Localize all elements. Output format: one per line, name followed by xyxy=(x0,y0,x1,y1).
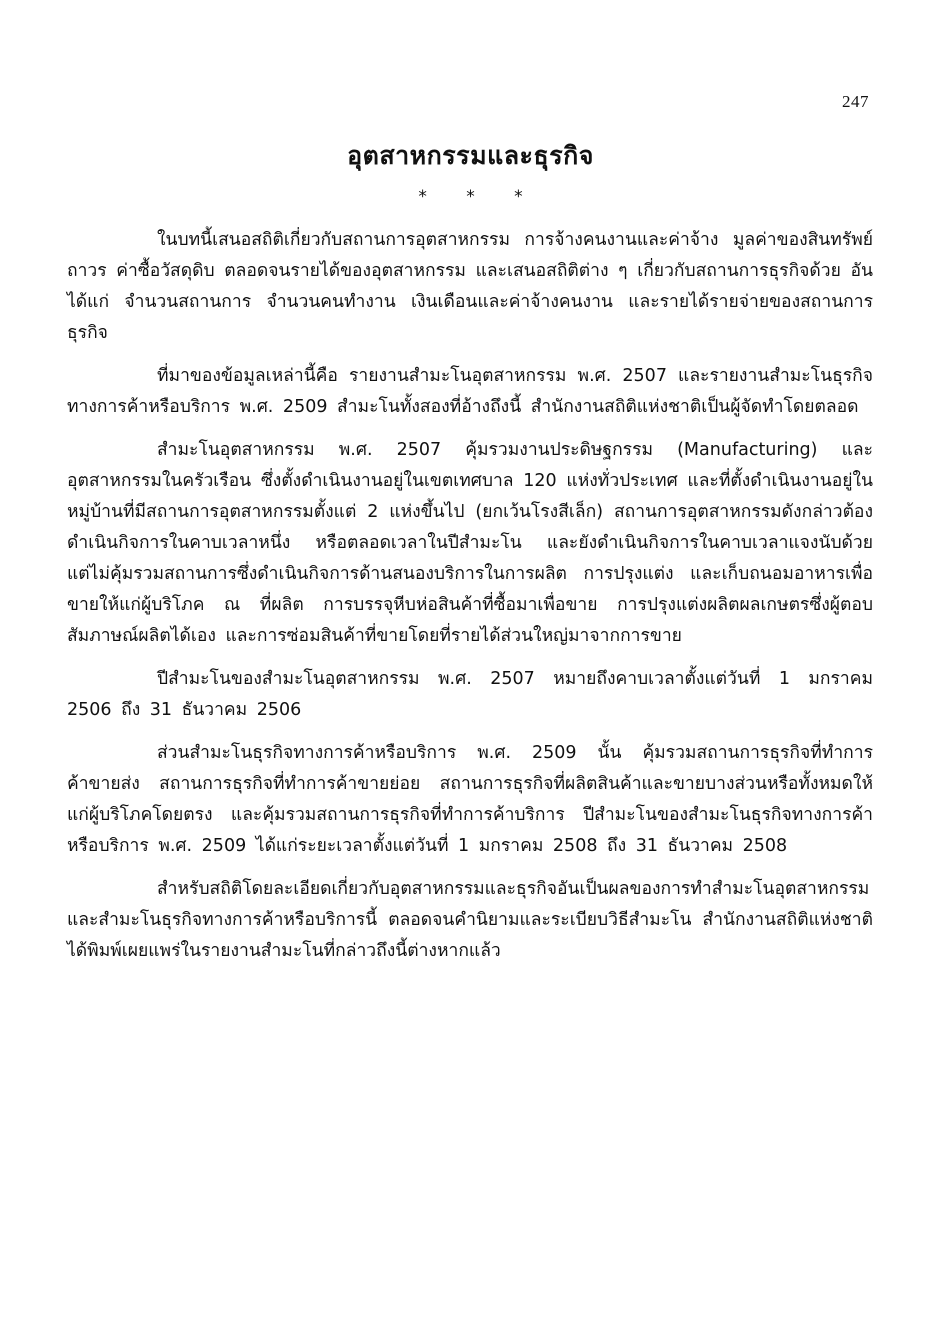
paragraph-industrial-census-year: ปีสำมะโนของสำมะโนอุตสาหกรรม พ.ศ. 2507 หมายถึงคาบเวลาตั้งแต่วันที่ 1 มกราคม 2506 ถึง 31 ธันวาคม 2506 xyxy=(67,669,873,720)
paragraph-data-sources: ที่มาของข้อมูลเหล่านี้คือ รายงานสำมะโนอุตสาหกรรม พ.ศ. 2507 และรายงานสำมะโนธุรกิจทางการค้าหรือบริการ พ.ศ. 2509 สำมะโนทั้งสองที่อ้างถึงนี้ สำนักงานสถิติแห่งชาติเป็นผู้จัดทำโดยตลอด xyxy=(67,366,873,417)
paragraph-introduction: ในบทนี้เสนอสถิติเกี่ยวกับสถานการอุตสาหกรรม การจ้างคนงานและค่าจ้าง มูลค่าของสินทรัพย์ถาวร ค่าซื้อวัสดุดิบ ตลอดจนรายได้ของอุตสาหกรรม และเสนอสถิติต่าง ๆ เกี่ยวกับสถานการธุรกิจด้วย อันได้แก่ จำนวนสถานการ จำนวนคนทำงาน เงินเดือนและค่าจ้างคนงาน และรายได้รายจ่ายของสถานการธุรกิจ xyxy=(67,230,873,343)
paragraph-detailed-reports: สำหรับสถิติโดยละเอียดเกี่ยวกับอุตสาหกรรมและธุรกิจอันเป็นผลของการทำสำมะโนอุตสาหกรรมและสำมะโนธุรกิจทางการค้าหรือบริการนี้ ตลอดจนคำนิยามและระเบียบวิธีสำมะโน สำนักงานสถิติแห่งชาติได้พิมพ์เผยแพร่ในรายงานสำมะโนที่กล่าวถึงนี้ต่างหากแล้ว xyxy=(67,879,873,961)
page-number: 247 xyxy=(842,92,869,111)
section-separator: * * * xyxy=(418,187,523,207)
paragraph-business-census-scope: ส่วนสำมะโนธุรกิจทางการค้าหรือบริการ พ.ศ. 2509 นั้น คุ้มรวมสถานการธุรกิจที่ทำการค้าขายส่ง สถานการธุรกิจที่ทำการค้าขายย่อย สถานการธุรกิจที่ผลิตสินค้าและขายบางส่วนหรือทั้งหมดให้แก่ผู้บริโภคโดยตรง และคุ้มรวมสถานการธุรกิจที่ทำการค้าบริการ ปีสำมะโนของสำมะโนธุรกิจทางการค้าหรือบริการ พ.ศ. 2509 ได้แก่ระยะเวลาตั้งแต่วันที่ 1 มกราคม 2508 ถึง 31 ธันวาคม 2508 xyxy=(67,743,873,856)
body-text xyxy=(67,225,873,979)
page-title: อุตสาหกรรมและธุรกิจ xyxy=(347,141,594,170)
paragraph-industrial-census-scope: สำมะโนอุตสาหกรรม พ.ศ. 2507 คุ้มรวมงานประดิษฐกรรม (Manufacturing) และอุตสาหกรรมในครัวเรือน ซึ่งตั้งดำเนินงานอยู่ในเขตเทศบาล 120 แห่งทั่วประเทศ และที่ตั้งดำเนินงานอยู่ในหมู่บ้านที่มีสถานการอุตสาหกรรมตั้งแต่ 2 แห่งขึ้นไป (ยกเว้นโรงสีเล็ก) สถานการอุตสาหกรรมดังกล่าวต้องดำเนินกิจการในคาบเวลาหนึ่ง หรือตลอดเวลาในปีสำมะโน และยังดำเนินกิจการในคาบเวลาแจงนับด้วย แต่ไม่คุ้มรวมสถานการซึ่งดำเนินกิจการด้านสนองบริการในการผลิต การปรุงแต่ง และเก็บถนอมอาหารเพื่อขายให้แก่ผู้บริโภค ณ ที่ผลิต การบรรจุหีบห่อสินค้าที่ซื้อมาเพื่อขาย การปรุงแต่งผลิตผลเกษตรซึ่งผู้ตอบสัมภาษณ์ผลิตได้เอง และการซ่อมสินค้าที่ขายโดยที่รายได้ส่วนใหญ่มาจากการขาย xyxy=(67,440,873,646)
